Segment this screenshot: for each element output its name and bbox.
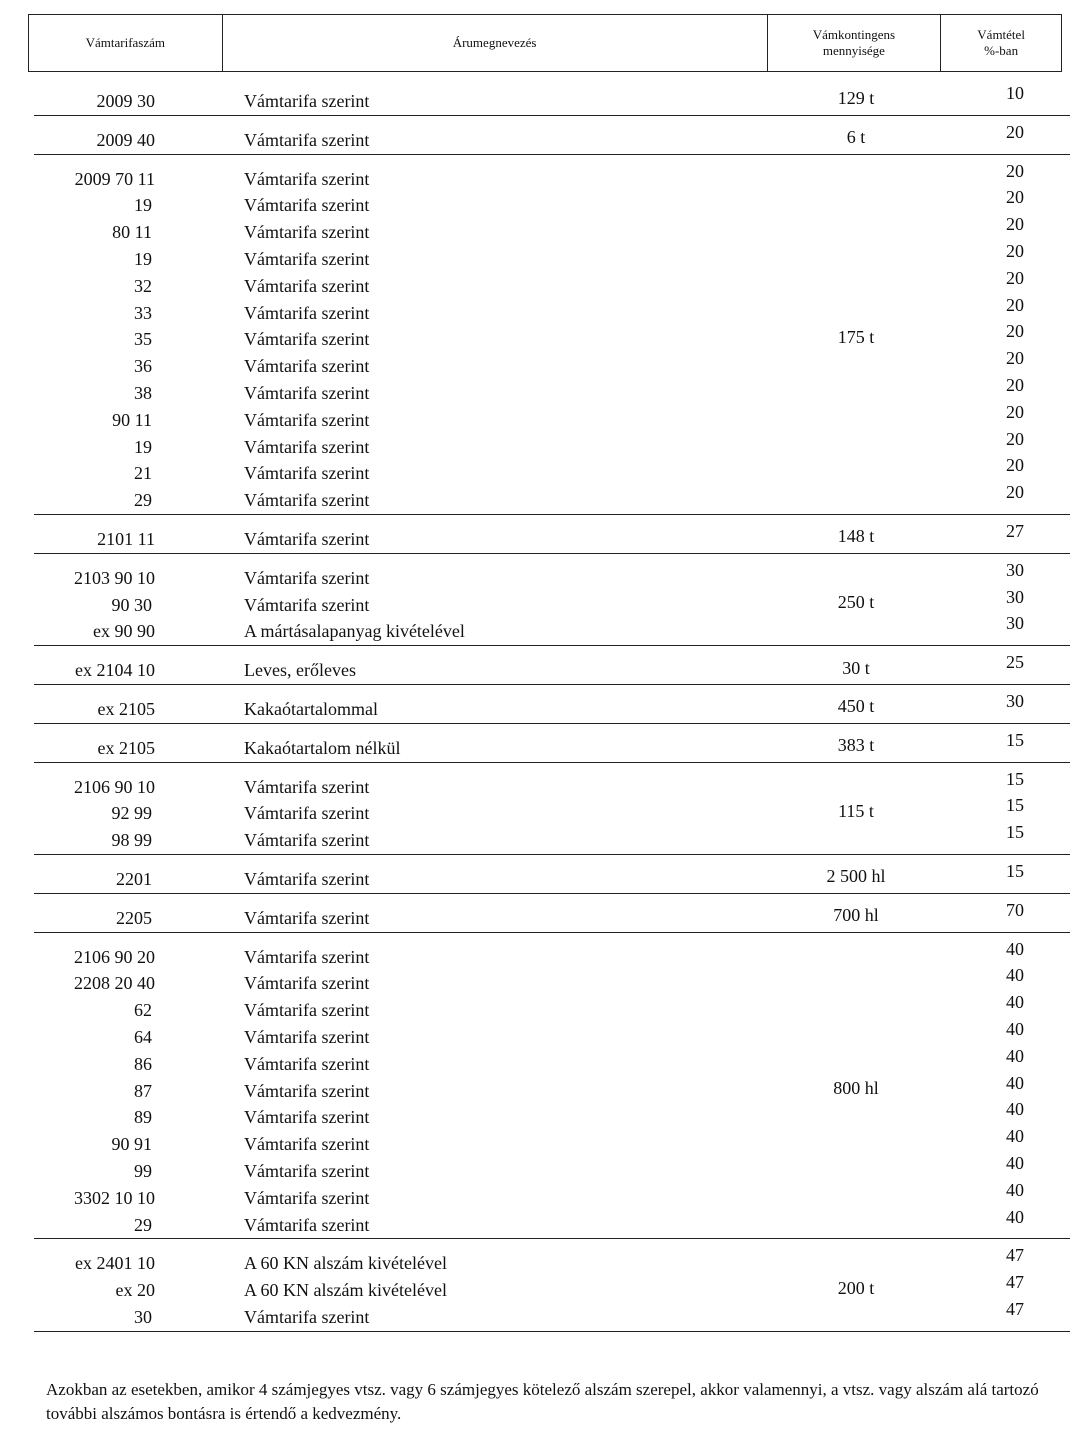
tariff-code: 2101 11	[97, 529, 155, 549]
tariff-code: 2103 90 10	[74, 567, 155, 588]
goods-description: Vámtarifa szerint	[244, 567, 370, 588]
goods-description: A 60 KN alszám kivételével	[244, 1253, 447, 1274]
group-divider	[34, 1238, 1070, 1239]
goods-description: Vámtarifa szerint	[244, 91, 370, 111]
header-quota-quantity: Vámkontingens mennyisége	[768, 15, 942, 71]
tariff-code: 19	[134, 195, 152, 216]
group-divider	[34, 1331, 1070, 1332]
duty-rate: 20	[1006, 348, 1024, 369]
goods-description: Vámtarifa szerint	[244, 869, 370, 889]
goods-description: A mártásalapanyag kivételével	[244, 621, 465, 642]
goods-description: Vámtarifa szerint	[244, 356, 370, 377]
quota-quantity: 800 hl	[833, 1078, 879, 1098]
quota-quantity: 700 hl	[833, 905, 879, 926]
duty-rate: 40	[1006, 1153, 1024, 1173]
tariff-code: 2009 70 11	[74, 168, 155, 189]
group-divider	[34, 762, 1070, 763]
tariff-code: 19	[134, 249, 152, 269]
group-divider	[34, 684, 1070, 685]
tariff-code: 92 99	[111, 803, 152, 824]
duty-rate: 40	[1006, 992, 1024, 1013]
group-divider	[34, 154, 1070, 155]
goods-description: Vámtarifa szerint	[244, 383, 370, 403]
duty-rate: 30	[1006, 691, 1024, 711]
duty-rate: 30	[1006, 613, 1024, 634]
duty-rate: 20	[1006, 267, 1024, 288]
goods-description: Vámtarifa szerint	[244, 1187, 370, 1208]
goods-description: Vámtarifa szerint	[244, 803, 370, 824]
goods-description: Vámtarifa szerint	[244, 302, 370, 323]
tariff-code: 29	[134, 490, 152, 511]
goods-description: Kakaótartalommal	[244, 699, 378, 719]
tariff-code: ex 2401 10	[75, 1253, 155, 1274]
quota-quantity: 250 t	[837, 592, 875, 612]
tariff-code: 86	[134, 1053, 152, 1074]
quota-quantity: 200 t	[837, 1277, 875, 1298]
duty-rate: 15	[1006, 822, 1024, 843]
quota-quantity: 129 t	[837, 88, 875, 109]
group-divider	[34, 854, 1070, 855]
tariff-code: ex 2105	[97, 699, 155, 719]
quota-quantity: 450 t	[837, 696, 875, 717]
group-divider	[34, 115, 1070, 116]
goods-description: Vámtarifa szerint	[244, 1107, 370, 1128]
quota-quantity: 6 t	[846, 127, 866, 148]
duty-rate: 40	[1006, 1099, 1024, 1120]
duty-rate: 20	[1006, 121, 1024, 142]
duty-rate: 20	[1006, 401, 1024, 422]
duty-rate: 20	[1006, 160, 1024, 181]
tariff-code: 29	[134, 1214, 152, 1235]
group-divider	[34, 893, 1070, 894]
duty-rate: 40	[1006, 965, 1024, 986]
tariff-code: 2106 90 20	[74, 946, 155, 967]
duty-rate: 30	[1006, 559, 1024, 580]
duty-rate: 20	[1006, 214, 1024, 235]
goods-description: Vámtarifa szerint	[244, 776, 370, 797]
tariff-code: 19	[134, 436, 152, 457]
tariff-code: 90 11	[112, 409, 152, 430]
tariff-code: 32	[134, 275, 152, 296]
footnote: Azokban az esetekben, amikor 4 számjegyes vtsz. vagy 6 számjegyes kötelező alszám szerepel, akkor valamennyi, a vtsz. vagy alszám alá tartozó további alszámos bontásra is értendő a kedvezmény.	[46, 1380, 1039, 1423]
goods-description: Vámtarifa szerint	[244, 946, 370, 967]
tariff-code: 62	[134, 1000, 152, 1021]
goods-description: Kakaótartalom nélkül	[244, 737, 401, 758]
tariff-code: 35	[134, 329, 152, 350]
tariff-code: 89	[134, 1107, 152, 1128]
duty-rate: 40	[1006, 1126, 1024, 1147]
goods-description: Vámtarifa szerint	[244, 1000, 370, 1021]
duty-rate: 15	[1006, 768, 1024, 789]
duty-rate: 20	[1006, 321, 1024, 342]
quota-quantity: 30 t	[842, 657, 870, 678]
tariff-code: ex 20	[115, 1280, 155, 1301]
duty-rate: 47	[1006, 1272, 1024, 1293]
header-tariff-number: Vámtarifaszám	[29, 15, 223, 71]
duty-rate: 20	[1006, 294, 1024, 315]
tariff-code: 2208 20 40	[74, 973, 155, 994]
duty-rate: 15	[1006, 729, 1024, 750]
goods-description: Vámtarifa szerint	[244, 529, 370, 549]
duty-rate: 20	[1006, 375, 1024, 395]
header-goods-description: Árumegnevezés	[223, 15, 768, 71]
group-divider	[34, 723, 1070, 724]
duty-rate: 10	[1006, 83, 1024, 103]
group-divider	[34, 553, 1070, 554]
tariff-code: 36	[134, 356, 152, 377]
goods-description: Vámtarifa szerint	[244, 1080, 370, 1101]
duty-rate: 70	[1006, 899, 1024, 920]
goods-description: Vámtarifa szerint	[244, 1027, 370, 1047]
duty-rate: 25	[1006, 652, 1024, 673]
goods-description: Vámtarifa szerint	[244, 222, 370, 243]
goods-description: Vámtarifa szerint	[244, 463, 370, 484]
quota-quantity: 115 t	[838, 800, 874, 821]
tariff-code: 21	[134, 463, 152, 484]
goods-description: Vámtarifa szerint	[244, 594, 370, 615]
tariff-code: 2009 30	[96, 91, 155, 111]
duty-rate: 15	[1006, 861, 1024, 881]
goods-description: Leves, erőleves	[244, 660, 356, 681]
group-divider	[34, 645, 1070, 646]
goods-description: Vámtarifa szerint	[244, 249, 370, 269]
goods-description: Vámtarifa szerint	[244, 129, 370, 150]
tariff-code: 2106 90 10	[74, 776, 155, 797]
tariff-code: ex 90 90	[93, 621, 155, 642]
tariff-code: 99	[134, 1161, 152, 1181]
goods-description: Vámtarifa szerint	[244, 436, 370, 457]
tariff-code: 33	[134, 302, 152, 323]
duty-rate: 20	[1006, 241, 1024, 261]
duty-rate: 40	[1006, 938, 1024, 959]
header-duty-rate: Vámtétel %-ban	[977, 27, 1025, 58]
goods-description: Vámtarifa szerint	[244, 1307, 370, 1327]
goods-description: Vámtarifa szerint	[244, 1214, 370, 1235]
goods-description: A 60 KN alszám kivételével	[244, 1280, 447, 1301]
duty-rate: 15	[1006, 795, 1024, 816]
quota-quantity: 383 t	[837, 735, 875, 756]
tariff-code: 80 11	[112, 222, 152, 243]
goods-description: Vámtarifa szerint	[244, 1161, 370, 1181]
goods-description: Vámtarifa szerint	[244, 973, 370, 994]
tariff-code: 38	[134, 383, 152, 403]
goods-description: Vámtarifa szerint	[244, 275, 370, 296]
duty-rate: 30	[1006, 586, 1024, 607]
tariff-code: 2009 40	[96, 129, 155, 150]
tariff-code: ex 2105	[97, 737, 155, 758]
quota-quantity: 2 500 hl	[826, 866, 886, 887]
duty-rate: 20	[1006, 482, 1024, 503]
tariff-code: 2205	[116, 907, 152, 928]
group-divider	[34, 932, 1070, 933]
duty-rate: 20	[1006, 455, 1024, 476]
goods-description: Vámtarifa szerint	[244, 409, 370, 430]
duty-rate: 20	[1006, 187, 1024, 208]
tariff-code: 90 30	[111, 594, 152, 615]
group-divider	[34, 514, 1070, 515]
tariff-code: 30	[134, 1307, 152, 1327]
duty-rate: 40	[1006, 1045, 1024, 1066]
tariff-code: 98 99	[111, 830, 152, 851]
goods-description: Vámtarifa szerint	[244, 329, 370, 350]
goods-description: Vámtarifa szerint	[244, 195, 370, 216]
tariff-code: 90 91	[111, 1134, 152, 1155]
duty-rate: 20	[1006, 428, 1024, 449]
goods-description: Vámtarifa szerint	[244, 1053, 370, 1074]
tariff-code: 64	[134, 1027, 152, 1047]
goods-description: Vámtarifa szerint	[244, 490, 370, 511]
quota-quantity: 175 t	[837, 326, 875, 347]
goods-description: Vámtarifa szerint	[244, 168, 370, 189]
duty-rate: 40	[1006, 1072, 1024, 1093]
duty-rate: 47	[1006, 1245, 1024, 1266]
duty-rate: 47	[1006, 1299, 1024, 1319]
goods-description: Vámtarifa szerint	[244, 1134, 370, 1155]
tariff-code: 2201	[116, 869, 152, 889]
duty-rate: 40	[1006, 1019, 1024, 1039]
duty-rate: 27	[1006, 521, 1024, 541]
tariff-code: ex 2104 10	[75, 660, 155, 681]
goods-description: Vámtarifa szerint	[244, 830, 370, 851]
goods-description: Vámtarifa szerint	[244, 907, 370, 928]
tariff-code: 3302 10 10	[74, 1187, 155, 1208]
quota-quantity: 148 t	[837, 526, 875, 547]
tariff-code: 87	[134, 1080, 152, 1101]
duty-rate: 40	[1006, 1206, 1024, 1227]
duty-rate: 40	[1006, 1179, 1024, 1200]
